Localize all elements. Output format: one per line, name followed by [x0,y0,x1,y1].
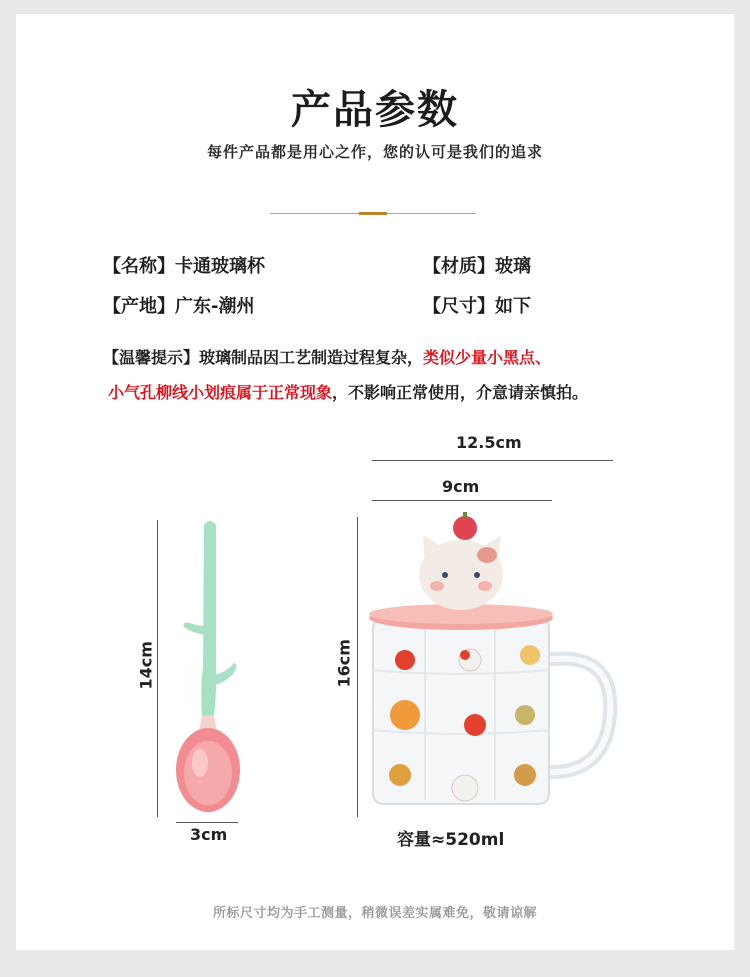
spec-name: 【名称】卡通玻璃杯 [103,256,265,277]
dim-spoon-height: 14cm [136,641,156,690]
capacity-label: 容量≈520ml [397,830,505,850]
spoon-image [170,515,250,815]
spec-size: 【尺寸】如下 [423,296,531,317]
notice-highlight-1: 类似少量小黑点、 [423,348,552,367]
spec-origin: 【产地】广东-潮州 [103,296,255,317]
dim-mug-height: 16cm [334,639,354,688]
notice-highlight-2: 小气孔柳线小划痕属于正常现象 [108,383,333,402]
page-title: 产品参数 [291,87,459,133]
notice-suffix: ，不影响正常使用，介意请亲慎拍。 [332,383,589,402]
dim-line-mug-total-width [372,460,613,461]
notice-prefix: 【温馨提示】玻璃制品因工艺制造过程复杂， [103,348,424,367]
footer-note: 所标尺寸均为手工测量，稍微误差实属难免，敬请谅解 [212,906,537,921]
notice-line-2 [108,380,588,403]
dim-mug-body-width: 9cm [442,477,480,496]
dim-line-mug-height [357,517,358,817]
spec-material: 【材质】玻璃 [423,256,531,277]
dim-mug-total-width: 12.5cm [456,433,522,452]
dim-line-mug-body-width [372,500,552,501]
page-subtitle: 每件产品都是用心之作，您的认可是我们的追求 [206,143,543,161]
notice-line-1 [103,345,551,368]
dim-line-spoon-height [157,520,158,817]
dim-spoon-width: 3cm [190,825,228,844]
dim-line-spoon-width [176,822,238,823]
mug-image [365,510,625,810]
title-divider-accent [359,212,387,215]
